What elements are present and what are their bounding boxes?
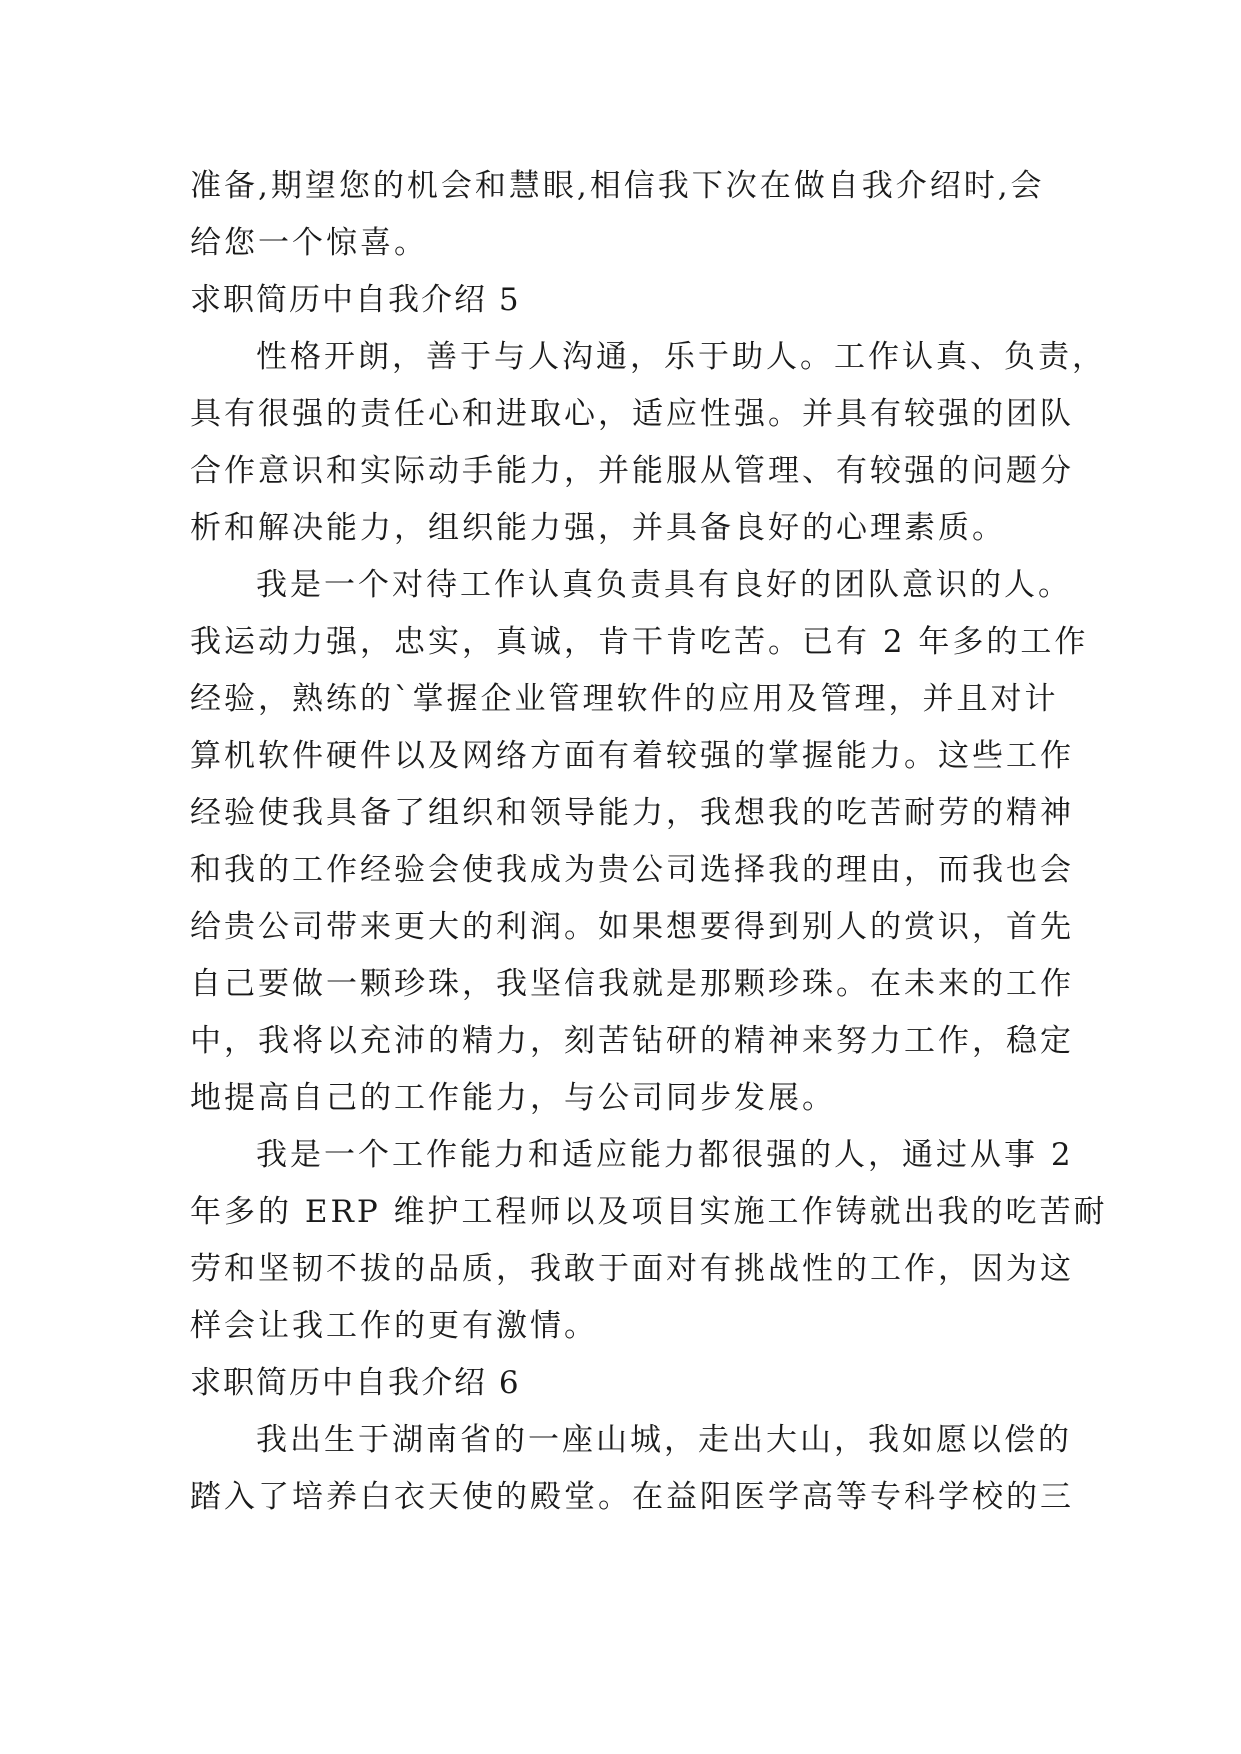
paragraph-line: 年多的 ERP 维护工程师以及项目实施工作铸就出我的吃苦耐: [190, 1194, 1108, 1230]
paragraph-line: 我出生于湖南省的一座山城，走出大山，我如愿以偿的: [256, 1422, 1072, 1458]
paragraph-line: 给贵公司带来更大的利润。如果想要得到别人的赏识，首先: [190, 909, 1074, 945]
paragraph-line: 算机软件硬件以及网络方面有着较强的掌握能力。这些工作: [190, 738, 1074, 774]
paragraph-line: 经验，熟练的`掌握企业管理软件的应用及管理，并且对计: [190, 681, 1059, 717]
paragraph-line: 我运动力强，忠实，真诚，肯干肯吃苦。已有 2 年多的工作: [190, 624, 1089, 660]
paragraph-line: 中，我将以充沛的精力，刻苦钻研的精神来努力工作，稳定: [190, 1023, 1074, 1059]
paragraph-line: 地提高自己的工作能力，与公司同步发展。: [190, 1080, 836, 1116]
paragraph-line: 样会让我工作的更有激情。: [190, 1308, 598, 1344]
paragraph-line: 踏入了培养白衣天使的殿堂。在益阳医学高等专科学校的三: [190, 1479, 1074, 1515]
paragraph-line: 合作意识和实际动手能力，并能服从管理、有较强的问题分: [190, 453, 1074, 489]
paragraph-line: 劳和坚韧不拔的品质，我敢于面对有挑战性的工作，因为这: [190, 1251, 1074, 1287]
section-heading: 求职简历中自我介绍 6: [190, 1365, 521, 1401]
paragraph-line: 我是一个对待工作认真负责具有良好的团队意识的人。: [256, 567, 1072, 603]
section-heading: 求职简历中自我介绍 5: [190, 282, 521, 318]
paragraph-line: 性格开朗，善于与人沟通，乐于助人。工作认真、负责，: [256, 339, 1106, 375]
paragraph-line: 给您一个惊喜。: [190, 225, 428, 261]
paragraph-line: 准备,期望您的机会和慧眼,相信我下次在做自我介绍时,会: [190, 168, 1045, 204]
paragraph-line: 经验使我具备了组织和领导能力，我想我的吃苦耐劳的精神: [190, 795, 1074, 831]
paragraph-line: 析和解决能力，组织能力强，并具备良好的心理素质。: [190, 510, 1006, 546]
paragraph-line: 自己要做一颗珍珠，我坚信我就是那颗珍珠。在未来的工作: [190, 966, 1074, 1002]
paragraph-line: 我是一个工作能力和适应能力都很强的人，通过从事 2: [256, 1137, 1074, 1173]
paragraph-line: 具有很强的责任心和进取心，适应性强。并具有较强的团队: [190, 396, 1074, 432]
document-body: [190, 158, 1108, 1526]
paragraph-line: 和我的工作经验会使我成为贵公司选择我的理由，而我也会: [190, 852, 1074, 888]
